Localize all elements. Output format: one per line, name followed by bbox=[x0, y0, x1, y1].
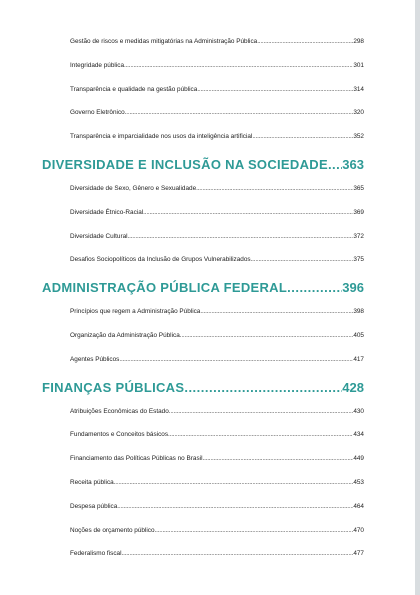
toc-section-page: 363 bbox=[342, 156, 364, 172]
toc-entry-title: Organização da Administração Pública bbox=[70, 331, 180, 339]
toc-entry[interactable] bbox=[70, 233, 364, 241]
toc-dot-leader bbox=[125, 109, 354, 117]
page-edge-line bbox=[415, 0, 420, 595]
toc-entry-title: Diversidade de Sexo, Gênero e Sexualidade bbox=[70, 184, 197, 192]
toc-entry-title: Diversidade Étnico-Racial bbox=[70, 208, 144, 216]
toc-entry-page: 320 bbox=[353, 109, 364, 117]
toc-dot-leader bbox=[117, 503, 353, 511]
toc-entry[interactable] bbox=[70, 332, 364, 340]
toc-entry-page: 375 bbox=[353, 256, 364, 264]
toc-dot-leader bbox=[287, 280, 342, 296]
toc-entry[interactable] bbox=[70, 550, 364, 558]
toc-dot-leader bbox=[184, 380, 342, 396]
toc-dot-leader bbox=[168, 431, 353, 439]
toc-entry-page: 453 bbox=[353, 478, 364, 486]
toc-entry[interactable] bbox=[70, 209, 364, 217]
toc-entry-title: Atribuições Econômicas do Estado bbox=[70, 407, 169, 415]
toc-entry[interactable] bbox=[70, 109, 364, 117]
toc-entry-title: Despesa pública bbox=[70, 502, 118, 510]
toc-entry-title: Integridade pública bbox=[70, 61, 125, 69]
toc-section-heading[interactable] bbox=[42, 280, 364, 296]
toc-entry[interactable] bbox=[70, 455, 364, 463]
toc-section-page: 396 bbox=[342, 280, 364, 296]
toc-dot-leader bbox=[119, 356, 353, 364]
toc-section-heading[interactable] bbox=[42, 157, 364, 173]
toc-entry-title: Desafios Sociopolíticos da Inclusão de Grupos Vulnerabilizados bbox=[70, 256, 251, 264]
toc-entry[interactable] bbox=[70, 527, 364, 535]
toc-entry-title: Agentes Públicos bbox=[70, 355, 120, 363]
toc-dot-leader bbox=[114, 479, 354, 487]
toc-dot-leader bbox=[169, 408, 354, 416]
toc-entry-title: Princípios que regem a Administração Pública bbox=[70, 308, 201, 316]
toc-entry-page: 372 bbox=[353, 232, 364, 240]
toc-entry-page: 405 bbox=[353, 331, 364, 339]
toc-entry-page: 464 bbox=[353, 502, 364, 510]
table-of-contents bbox=[42, 38, 364, 574]
toc-section-title: ADMINISTRAÇÃO PÚBLICA FEDERAL bbox=[42, 280, 288, 296]
toc-dot-leader bbox=[252, 133, 353, 141]
toc-entry-page: 430 bbox=[353, 407, 364, 415]
toc-entry-page: 449 bbox=[353, 455, 364, 463]
toc-entry[interactable] bbox=[70, 308, 364, 316]
toc-section-page: 428 bbox=[342, 379, 364, 395]
toc-dot-leader bbox=[328, 157, 342, 173]
toc-entry[interactable] bbox=[70, 356, 364, 364]
toc-entry-page: 352 bbox=[353, 133, 364, 141]
toc-dot-leader bbox=[200, 308, 353, 316]
toc-dot-leader bbox=[197, 86, 353, 94]
toc-entry-page: 369 bbox=[353, 208, 364, 216]
toc-entry[interactable] bbox=[70, 408, 364, 416]
toc-entry[interactable] bbox=[70, 479, 364, 487]
toc-entry-title: Fundamentos e Conceitos básicos bbox=[70, 431, 169, 439]
toc-section-title: DIVERSIDADE E INCLUSÃO NA SOCIEDADE bbox=[42, 156, 328, 172]
toc-entry[interactable] bbox=[70, 86, 364, 94]
toc-entry-page: 470 bbox=[353, 526, 364, 534]
toc-entry-page: 434 bbox=[353, 431, 364, 439]
toc-entry-title: Gestão de riscos e medidas mitigatórias na Administração Pública bbox=[70, 38, 258, 45]
toc-entry-page: 398 bbox=[353, 308, 364, 316]
toc-dot-leader bbox=[128, 233, 354, 241]
toc-entry-page: 298 bbox=[353, 38, 364, 45]
toc-entry-page: 314 bbox=[353, 85, 364, 93]
toc-entry[interactable] bbox=[70, 256, 364, 264]
toc-entry[interactable] bbox=[70, 133, 364, 141]
toc-entry-title: Financiamento das Políticas Públicas no Brasil bbox=[70, 455, 203, 463]
toc-dot-leader bbox=[257, 38, 353, 46]
toc-dot-leader bbox=[155, 527, 354, 535]
toc-dot-leader bbox=[196, 185, 353, 193]
toc-dot-leader bbox=[251, 256, 354, 264]
toc-entry-page: 477 bbox=[353, 550, 364, 558]
toc-entry[interactable] bbox=[70, 503, 364, 511]
toc-dot-leader bbox=[124, 62, 353, 70]
toc-section-title: FINANÇAS PÚBLICAS bbox=[42, 379, 185, 395]
toc-dot-leader bbox=[122, 550, 354, 558]
toc-entry-title: Transparência e qualidade na gestão pública bbox=[70, 85, 198, 93]
toc-entry-title: Governo Eletrônico bbox=[70, 109, 125, 117]
toc-dot-leader bbox=[203, 455, 354, 463]
toc-entry-page: 301 bbox=[353, 61, 364, 69]
toc-entry-page: 365 bbox=[353, 184, 364, 192]
toc-entry-title: Noções de orçamento público bbox=[70, 526, 155, 534]
toc-entry[interactable] bbox=[70, 62, 364, 70]
toc-entry-page: 417 bbox=[353, 355, 364, 363]
toc-entry[interactable] bbox=[70, 38, 364, 46]
toc-dot-leader bbox=[143, 209, 353, 217]
toc-entry-title: Diversidade Cultural bbox=[70, 232, 128, 240]
toc-dot-leader bbox=[180, 332, 354, 340]
toc-entry[interactable] bbox=[70, 185, 364, 193]
toc-entry[interactable] bbox=[70, 431, 364, 439]
toc-entry-title: Receita pública bbox=[70, 478, 114, 486]
toc-entry-title: Transparência e imparcialidade nos usos da inteligência artificial bbox=[70, 133, 253, 141]
toc-entry-title: Federalismo fiscal bbox=[70, 550, 122, 558]
toc-section-heading[interactable] bbox=[42, 380, 364, 396]
